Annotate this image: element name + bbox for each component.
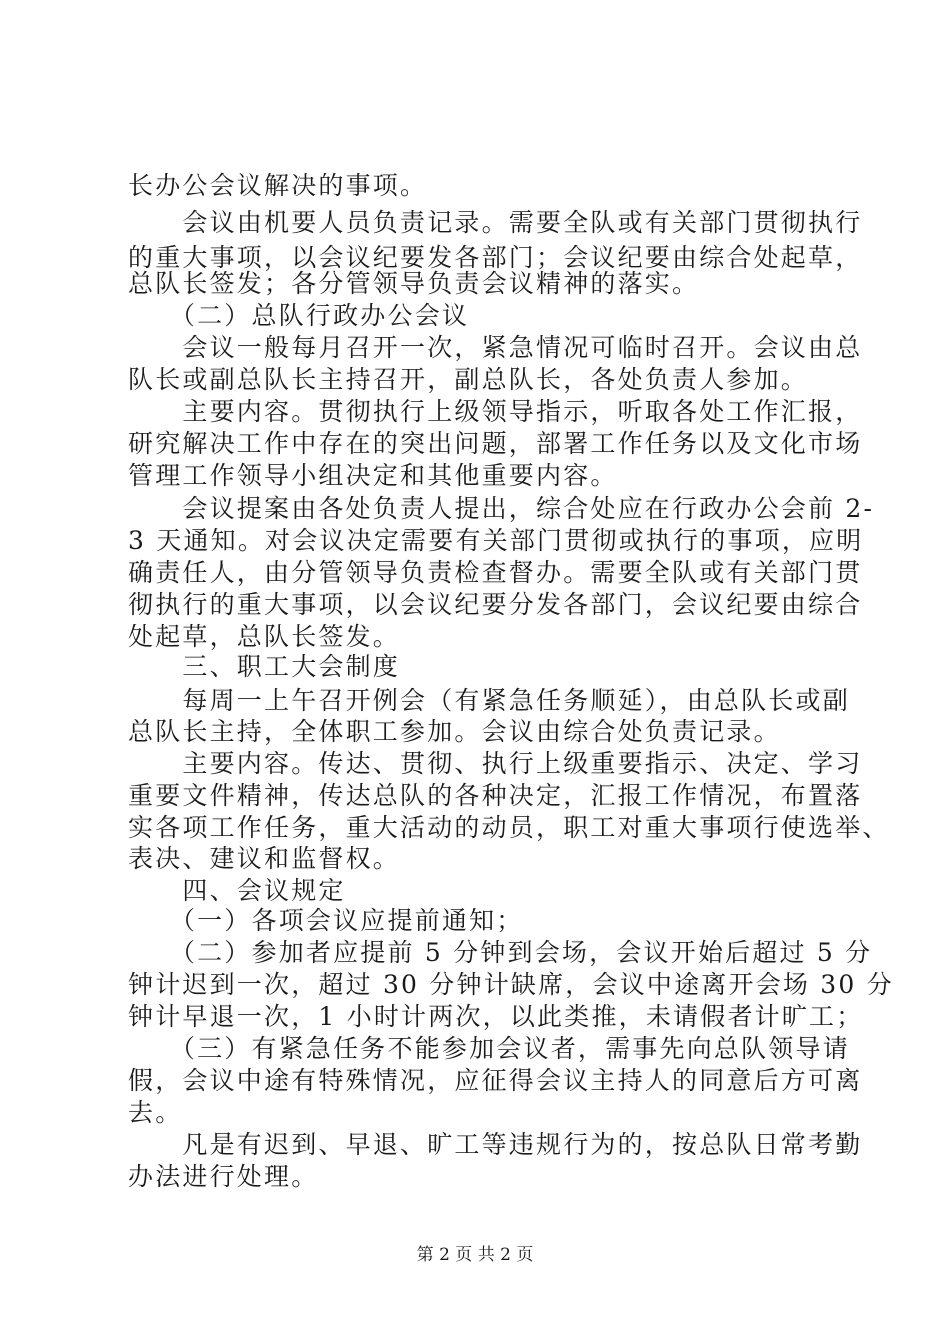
section-heading: 四、会议规定 [128, 876, 346, 905]
body-text-line: 实各项工作任务，重大活动的动员，职工对重大事项行使选举、 [128, 813, 890, 842]
body-text-line: 处起草，总队长签发。 [128, 622, 401, 651]
body-text-line: 重要文件精神，传达总队的各种决定，汇报工作情况，布置落 [128, 781, 863, 810]
body-text-line: 会议由机要人员负责记录。需要全队或有关部门贯彻执行 [128, 208, 863, 237]
body-text-line: 去。 [128, 1098, 183, 1127]
body-text-line: 彻执行的重大事项，以会议纪要分发各部门，会议纪要由综合 [128, 590, 863, 619]
body-text-line: 主要内容。贯彻执行上级领导指示，听取各处工作汇报， [128, 397, 863, 426]
body-text-line: 研究解决工作中存在的突出问题，部署工作任务以及文化市场 [128, 429, 863, 458]
body-text-line: 确责任人，由分管领导负责检查督办。需要全队或有关部门贯 [128, 558, 863, 587]
body-text-line: 长办公会议解决的事项。 [128, 171, 428, 200]
body-text-line: 3 天通知。对会议决定需要有关部门贯彻或执行的事项，应明 [128, 526, 864, 555]
body-text-line: （一）各项会议应提前通知； [128, 906, 524, 935]
body-text-line: 管理工作领导小组决定和其他重要内容。 [128, 461, 618, 490]
body-text-line: 总队长签发；各分管领导负责会议精神的落实。 [128, 269, 700, 298]
body-text-line: 总队长主持，全体职工参加。会议由综合处负责记录。 [128, 717, 781, 746]
body-text-line: 主要内容。传达、贯彻、执行上级重要指示、决定、学习 [128, 749, 863, 778]
body-text-line: 钟计早退一次，1 小时计两次，以此类推，未请假者计旷工； [128, 1002, 864, 1031]
body-text-line: 钟计迟到一次，超过 30 分钟计缺席，会议中途离开会场 30 分 [128, 970, 894, 999]
body-text-line: 假，会议中途有特殊情况，应征得会议主持人的同意后方可离 [128, 1066, 863, 1095]
body-text-line: 会议提案由各处负责人提出，综合处应在行政办公会前 2- [128, 494, 875, 523]
body-text-line: 队长或副总队长主持召开，副总队长，各处负责人参加。 [128, 365, 809, 394]
body-text-line: （二）参加者应提前 5 分钟到会场，会议开始后超过 5 分 [128, 938, 873, 967]
body-text-line: （三）有紧急任务不能参加会议者，需事先向总队领导请 [128, 1034, 850, 1063]
body-text-line: 办法进行处理。 [128, 1162, 319, 1191]
body-text-line: 每周一上午召开例会（有紧急任务顺延），由总队长或副 [128, 686, 850, 715]
section-heading: 三、职工大会制度 [128, 652, 401, 681]
body-text-line: 的重大事项，以会议纪要发各部门；会议纪要由综合处起草， [128, 243, 863, 272]
body-text-line: 凡是有迟到、早退、旷工等违规行为的，按总队日常考勤 [128, 1130, 863, 1159]
body-text-line: 表决、建议和监督权。 [128, 844, 401, 873]
section-heading: （二）总队行政办公会议 [128, 301, 470, 330]
body-text-line: 会议一般每月召开一次，紧急情况可临时召开。会议由总 [128, 333, 863, 362]
page-number-footer: 第 2 页 共 2 页 [416, 1245, 534, 1265]
